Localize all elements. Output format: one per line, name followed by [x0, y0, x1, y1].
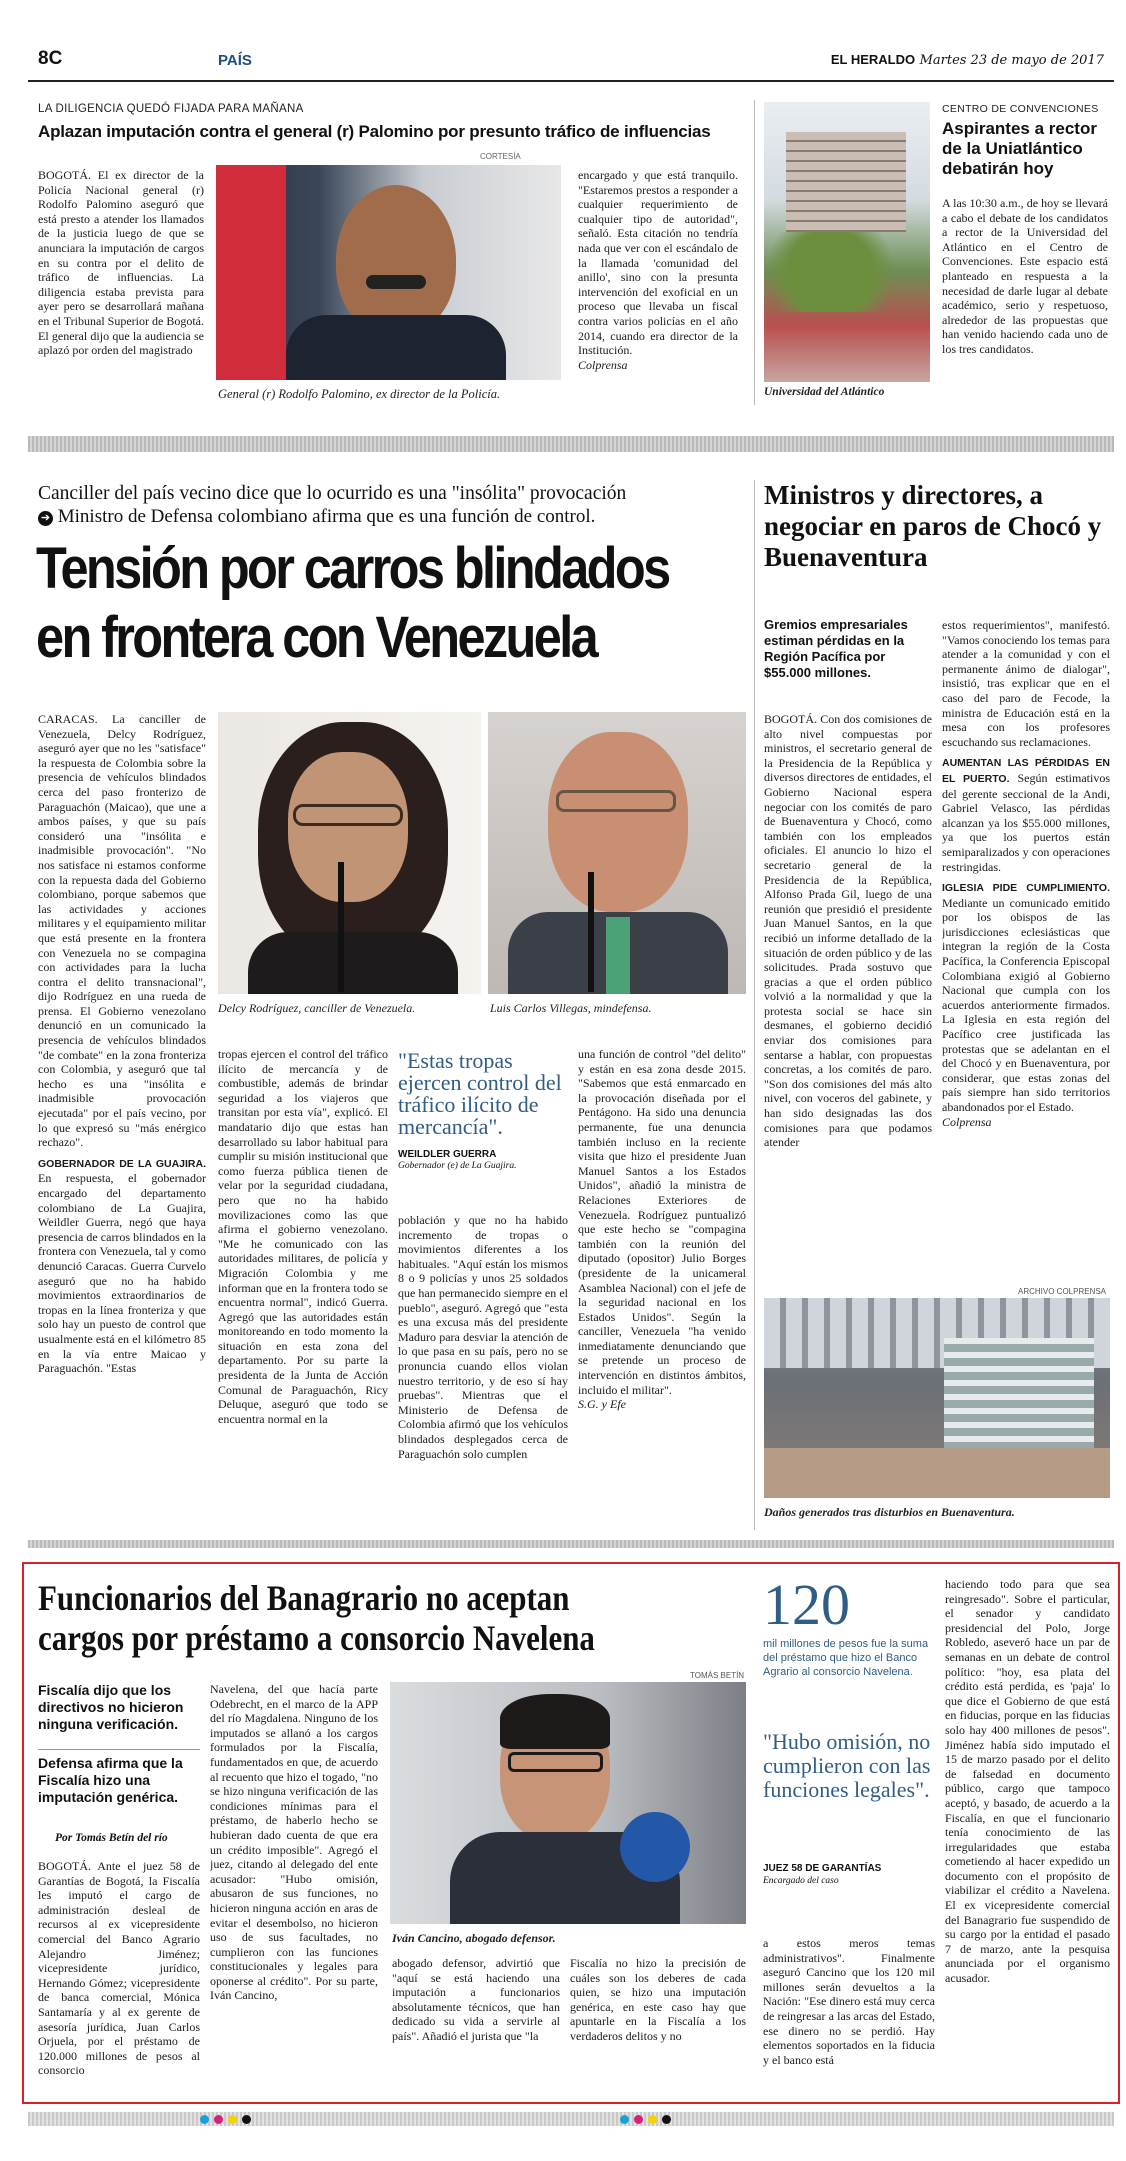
banagrario-col6: haciendo todo para que sea reingresado". Sobre el particular, el senador y candidato presidencial del Polo, Jorge Robledo, aseveró hace un par de semanas en un debate de control político: "hoy, esa plata del crédito está perdida, es 'paja' lo que dice el Gobierno de que está en fiducias, porque en las fiducias solo hay 400 millones de pesos". Jiménez había sido imputado el 15 de marzo pasado por el delito de falsedad en documento público, cargo que tampoco aceptó, y basado, de acuerdo a la Fiscalía, en que el funcionario tenía conocimiento de las irregularidades que estaba cometiendo al hacer expedido un documento con el propósito de viabilizar el crédito a Navelena. El ex vicepresidente comercial del Banagrario fue suspendido de su cargo por la entidad el pasado 7 de marzo, ante la pesquisa anunciada por el organismo acusador. — [945, 1577, 1110, 1986]
registration-dot-black — [242, 2115, 251, 2124]
masthead-rule — [28, 80, 1114, 82]
buenaventura-photo — [764, 1298, 1110, 1498]
banagrario-photo-credit: TOMÁS BETÍN — [690, 1671, 745, 1680]
palomino-kicker: LA DILIGENCIA QUEDÓ FIJADA PARA MAÑANA — [38, 103, 304, 115]
venezuela-col1: CARACAS. La canciller de Venezuela, Delcy Rodríguez, aseguró ayer que no les "satisface" la respuesta de Colombia sobre la presencia de vehículos blindados cerca del paso fronterizo de Paraguachón (Maicao), que une a ambos países, y que su país consideró una "insólita e inadmisible provocación". "No nos satisface ni estamos conforme con la repuesta dada del Gobierno colombiano, porque sabemos que las actividades y acciones militares y el equipamiento militar que está presente en la frontera con Venezuela no se compagina con actividades para la lucha contra el delito transnacional", dijo Rodríguez en una rueda de prensa. El Gobierno venezolano denunció en un comunicado la presencia de vehículos blindados "de combate" en la zona fronteriza con Colombia, y aseguró que tal hecho es una "insólita e inadmisible provocación ejecutada" por el país vecino, por lo que expresó su "más enérgico rechazo". GOBERNADOR DE LA GUAJIRA. En respuesta, el gobernador encargado del departamento colombiano de La Guajira, Weildler Guerra, negó que haya presencia de carros blindados en la frontera con Venezuela, tal y como denunció Caracas. Guerra Curvelo aseguró que no ha habido movimientos extraordinarios de tropas en la línea fronteriza y que solo hay un puesto de control que usualmente está en el kilómetro 85 en la vía entre Maicao y Paraguachón. "Estas — [38, 712, 206, 1376]
venezuela-headline-2: en frontera con Venezuela — [36, 605, 597, 670]
buenaventura-caption: Daños generados tras disturbios en Buenaventura. — [764, 1505, 1015, 1519]
palomino-col2: encargado y que está tranquilo. "Estaremos prestos a responder a cualquier requerimiento de cualquier tipo de autoridad", señaló. Esta citación no tendría nada que ver con el escándalo de la llamada 'comunidad del anillo', sino con la presunta intervención del exoficial en un proceso que llevaba un fiscal contra varios policías en el año 2014, cuando era director de la Institución. Colprensa — [578, 168, 738, 372]
separator-bar-2 — [28, 1540, 1114, 1548]
choco-col2: estos requerimientos", manifestó. "Vamos conociendo los temas para atender a la comunidad y con el permanente ánimo de dialogar", insistió, tras explicar que en el caso del paro de Fecode, la ministra de Educación está en la mesa con los profesores escuchando sus reclamaciones. AUMENTAN LAS PÉRDIDAS EN EL PUERTO. Según estimativos del gerente seccional de la Andi, Gabriel Velasco, las pérdidas alcanzan ya los $55.000 millones, ya que los puertos están semiparalizados y con operaciones restringidas. IGLESIA PIDE CUMPLIMIENTO. Mediante un comunicado emitido por los obispos de las jurisdicciones eclesiásticas que integran la región de la Costa Pacífica, la Conferencia Episcopal Colombiana exigió al Gobierno Nacional que cumpla con los acuerdos anteriormente firmados. La Iglesia en esta región del Pacífico cree justificada las protestas que se adelantan en el del Chocó y en Buenaventura, por considerar, que estas zonas del país siempre han sido territorios abandonados por el Estado. Colprensa — [942, 618, 1110, 1129]
banagrario-col3: abogado defensor, advirtió que "aquí se está haciendo una imputación a funcionarios absolutamente técnicos, que han dedicado su vida a servirle al país". Añadió el jurista que "la — [392, 1956, 560, 2043]
venezuela-pullquote: "Estas tropas ejercen control del tráfico ilícito de mercancía". — [398, 1048, 562, 1139]
banagrario-deck-2: Defensa afirma que la Fiscalía hizo una imputación genérica. — [38, 1749, 200, 1806]
choco-subhead-2: IGLESIA PIDE CUMPLIMIENTO. — [942, 882, 1110, 895]
uniatlantico-kicker: CENTRO DE CONVENCIONES — [942, 103, 1099, 115]
choco-signature: Colprensa — [942, 1114, 992, 1129]
banagrario-pullquote: "Hubo omisión, no cumplieron con las funciones legales". — [763, 1729, 931, 1802]
venezuela-col4: una función de control "del delito" y están en esa zona desde 2015. "Sabemos que está enmarcado en la provocación diseñada por el Pentágono. Ha sido una denuncia permanente, fue una denuncia también incluso en la reciente visita que hizo el presidente Juan Manuel Santos a los Estados Unidos", añadió la ministra de Relaciones Exteriores de Venezuela. Rodríguez puntualizó que este hecho se "compagina también con la reunión del diputado (opositor) Julio Borges (presidente de la unicameral Asamblea Nacional) con el jefe de la seguridad nacional en los Estados Unidos". Según la canciller, Venezuela "ha venido inmediatamente denunciando que se pretende un proceso de intervención en distintos ámbitos, incluido el militar". S.G. y Efe — [578, 1047, 746, 1412]
registration-bar — [28, 2112, 1114, 2126]
paper-name: EL HERALDO — [830, 52, 916, 67]
venezuela-sub2-row — [38, 506, 595, 528]
venezuela-signature: S.G. y Efe — [578, 1397, 626, 1412]
choco-subhead-1: AUMENTAN LAS PÉRDIDAS EN EL PUERTO. — [942, 757, 1110, 785]
registration-dot-cyan — [200, 2115, 209, 2124]
choco-photo-credit: ARCHIVO COLPRENSA — [1018, 1287, 1107, 1296]
registration-dot-magenta — [214, 2115, 223, 2124]
separator-bar-1 — [28, 436, 1114, 452]
registration-dot-black-2 — [662, 2115, 671, 2124]
registration-dot-yellow-2 — [648, 2115, 657, 2124]
registration-dot-magenta-2 — [634, 2115, 643, 2124]
banagrario-headline-2: cargos por préstamo a consorcio Navelena — [38, 1618, 595, 1658]
venezuela-sub2: Ministro de Defensa colombiano afirma que es una función de control. — [57, 506, 596, 527]
uniatlantico-body: A las 10:30 a.m., de hoy se llevará a cabo el debate de los candidatos a rector de la Universidad del Atlántico en el Centro de Convenciones. Este espacio está planteado en respuesta a la necesidad de darle lugar al debate académico, serio y respetuoso, alrededor de las propuestas que han venido haciendo cada uno de los tres candidatos. — [942, 196, 1108, 356]
venezuela-col2: tropas ejercen el control del tráfico ilícito de mercancía y de combustible, además de brindar seguridad a los viajeros que transitan por esta vía", explicó. El mandatario dijo que estas han desarrollado su labor habitual para cumplir su misión institucional que como fuerza pública tienen de velar por la seguridad ciudadana, pero que no ha habido movilizaciones como las que afirma el gobierno venezolano. "Me he comunicado con las autoridades militares, de policía y Migración Colombia y me informan que en la frontera todo se encuentra normal", indicó Guerra. Agregó que las autoridades están monitoreando en todo momento la situación en esta zona del departamento. Por su parte la presidenta de la Junta de Acción Comunal de Paraguachón, Ricy Deluque, aseguró que todo se encuentra normal en la — [218, 1047, 388, 1426]
venezuela-headline-1: Tensión por carros blindados — [36, 536, 669, 601]
edition-date: Martes 23 de mayo de 2017 — [919, 53, 1104, 68]
villegas-caption: Luis Carlos Villegas, mindefensa. — [490, 1001, 652, 1015]
arrow-icon: ➔ — [38, 511, 53, 526]
palomino-divider — [754, 100, 755, 405]
banagrario-col2: Navelena, del que hacía parte Odebrecht, en el marco de la APP del río Magdalena. Ninguno de los imputados se allanó a los cargos formulados por la Fiscalía, fundamentados en que, de acuerdo al recuento que hizo el togado, "no se hizo ninguna verificación de las condiciones mínimas para el préstamo, de haberlo hecho se hubieran dado cuenta de que era un crédito imposible". Agregó el juez, citando al delegado del ente acusador: "Hubo omisión, abusaron de sus funciones, no hicieron ninguna acción en aras de evitar el desembolso, no hicieron uso de sus facultades, no cumplieron con las funciones constitucionales y legales para oponerse al crédito". Por su parte, Iván Cancino, — [210, 1682, 378, 2003]
venezuela-sub1: Canciller del país vecino dice que lo ocurrido es una "insólita" provocación — [38, 483, 627, 504]
venezuela-divider — [754, 480, 755, 1530]
section-name: PAÍS — [218, 52, 252, 69]
palomino-photo — [216, 165, 561, 380]
choco-deck: Gremios empresariales estiman pérdidas en la Región Pacífica por $55.000 millones. — [764, 617, 908, 680]
venezuela-quote-author: WEILDLER GUERRA — [398, 1149, 497, 1160]
banagrario-byline: Por Tomás Betín del río — [55, 1832, 168, 1844]
registration-dot-yellow — [228, 2115, 237, 2124]
palomino-col1: BOGOTÁ. El ex director de la Policía Nacional general (r) Rodolfo Palomino aseguró que está presto a atender los llamados de la justicia luego de que se anunciara la imputación de cargos en su contra por el delito de tráfico de influencias. La diligencia estaba prevista para ayer pero se desarrollará mañana en el Tribunal Superior de Bogotá. El general dijo que la audiencia se aplazó por orden del magistrado — [38, 168, 204, 358]
uniatlantico-caption: Universidad del Atlántico — [764, 386, 885, 398]
banagrario-quote-author: JUEZ 58 DE GARANTÍAS — [763, 1863, 882, 1874]
palomino-signature: Colprensa — [578, 357, 628, 372]
uniatlantico-headline: Aspirantes a rector de la Uniatlántico debatirán hoy — [942, 119, 1097, 178]
loan-amount-number: 120 — [763, 1572, 850, 1637]
rodriguez-caption: Delcy Rodríguez, canciller de Venezuela. — [218, 1001, 416, 1015]
registration-dot-cyan-2 — [620, 2115, 629, 2124]
palomino-photo-credit: CORTESÍA — [480, 152, 521, 161]
loan-amount-text: mil millones de pesos fue la suma del préstamo que hizo el Banco Agrario al consorcio Navelena. — [763, 1638, 929, 1678]
palomino-headline: Aplazan imputación contra el general (r) Palomino por presunto tráfico de influencias — [38, 122, 711, 141]
choco-headline: Ministros y directores, a negociar en paros de Chocó y Buenaventura — [764, 480, 1102, 572]
venezuela-quote-role: Gobernador (e) de La Guajira. — [398, 1161, 517, 1171]
cancino-caption: Iván Cancino, abogado defensor. — [392, 1931, 556, 1945]
banagrario-col1: BOGOTÁ. Ante el juez 58 de Garantías de Bogotá, la Fiscalía les imputó el cargo de administración desleal de recursos al ex vicepresidente comercial del Banco Agrario Alejandro Jiménez; vicepresidente jurídico, Hernando Gómez; vicepresidente de banca comercial, Mónica Santamaría y al ex gerente de asesoría jurídica, Juan Carlos Orjuela, por el préstamo de 120.000 millones de pesos al consorcio — [38, 1859, 200, 2078]
choco-col1: BOGOTÁ. Con dos comisiones de alto nivel compuestas por ministros, el secretario general de la Presidencia de la República y diversos directores de entidades, el Gobierno Nacional espera negociar con los comités de paro de Buenaventura y Chocó, como también con los empleados oficiales. El anuncio lo hizo el secretario general de la Presidencia de la República, Alfonso Prada Gil, luego de una reunión que presidió el presidente Juan Manuel Santos, en la que recibió un informe detallado de la situación de orden público y de las solicitudes. Prada sostuvo que gracias a que el orden público volvió a la normalidad y que la protesta social se hace sin desmanes, el gobierno decidió enviar dos comisiones para sentarse a hablar, con propuestas concretas, a los comités de paro. "Son dos comisiones del más alto nivel, con voceros del gabinete, y han sido designadas las dos comisiones para que podamos atender — [764, 712, 932, 1150]
cancino-photo — [390, 1682, 746, 1924]
villegas-photo — [488, 712, 746, 994]
venezuela-subhead-1: GOBERNADOR DE LA GUAJIRA. — [38, 1157, 206, 1170]
banagrario-headline-1: Funcionarios del Banagrario no aceptan — [38, 1578, 570, 1618]
uniatlantico-photo — [764, 102, 930, 382]
banagrario-deck-1: Fiscalía dijo que los directivos no hicieron ninguna verificación. — [38, 1682, 184, 1732]
masthead-right — [720, 52, 1104, 68]
rodriguez-photo — [218, 712, 481, 994]
banagrario-col5: a estos meros temas administrativos". Finalmente aseguró Cancino que los 120 mil millones serán devueltos a la Nación: "Ese dinero está muy cerca de reingresar a las arcas del Estado, ese dinero no se perdió. Hay elementos soportados en la fiducia y el banco está — [763, 1936, 935, 2067]
palomino-caption: General (r) Rodolfo Palomino, ex director de la Policía. — [218, 387, 501, 401]
banagrario-col4: Fiscalía no hizo la precisión de cuáles son los deberes de cada quien, se hizo una imputación genérica, en este caso hay que apuntarle en la Fiscalía a los verdaderos delitos y no — [570, 1956, 746, 2043]
page-number: 8C — [38, 48, 63, 69]
banagrario-quote-role: Encargado del caso — [763, 1876, 839, 1886]
venezuela-col3: población y que no ha habido incremento de tropas o movimientos diferentes a los habituales. "Aquí están los mismos 8 o 9 policías y unos 25 soldados que han permanecido siempre en el pueblo", aseguró. Agregó que "esta es una excusa más del presidente Maduro para desviar la atención de lo que pasa en su país, pero no se pronuncia cuando ellos violan nuestro territorio, y de eso sí hay pruebas". Mientras que el Ministerio de Defensa de Colombia afirmó que los vehículos blindados desplegados cerca de Paraguachón solo cumplen — [398, 1213, 568, 1461]
